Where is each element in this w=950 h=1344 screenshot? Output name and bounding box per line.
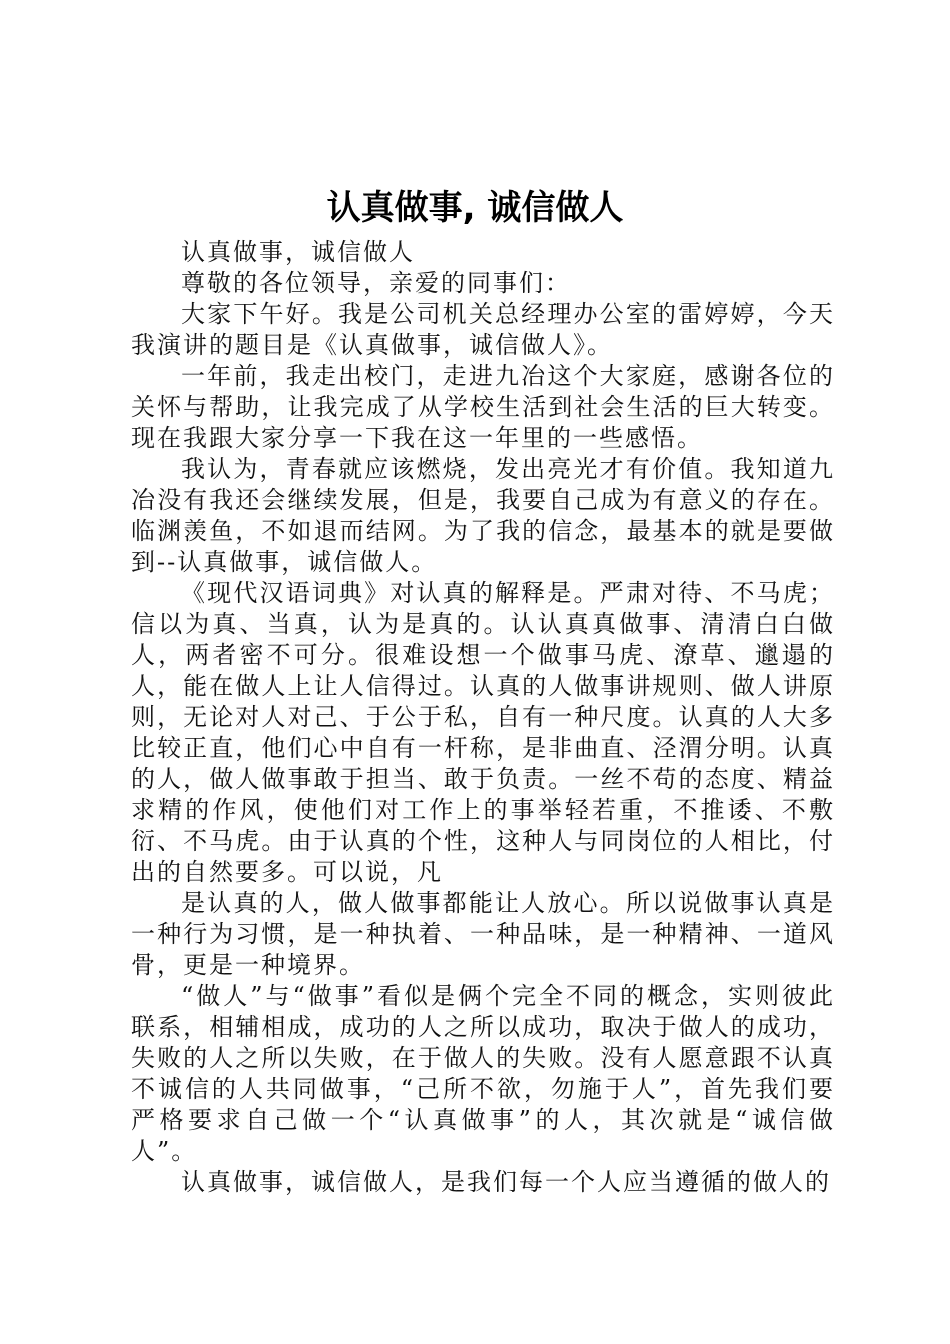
paragraph-salutation: 尊敬的各位领导，亲爱的同事们： xyxy=(181,269,571,297)
document-body xyxy=(131,237,835,1198)
paragraph-conclusion-start: 认真做事，诚信做人，是我们每一个人应当遵循的做人的 xyxy=(181,1168,831,1196)
paragraph-doing-and-being: “做人”与“做事”看似是俩个完全不同的概念，实则彼此联系，相辅相成，成功的人之所以成功，取决于做人的成功，失败的人之所以失败，在于做人的失败。没有人愿意跟不认真不诚信的人共同做事，“己所不欲，勿施于人”，首先我们要严格要求自己做一个“认真做事”的人，其次就是“诚信做人”。 xyxy=(131,982,835,1165)
document-title: 认真做事, 诚信做人 xyxy=(326,188,624,228)
paragraph-one-year-ago: 一年前，我走出校门，走进九冶这个大家庭，感谢各位的关怀与帮助，让我完成了从学校生活到社会生活的巨大转变。现在我跟大家分享一下我在这一年里的一些感悟。 xyxy=(131,362,835,452)
paragraph-dictionary: 《现代汉语词典》对认真的解释是。严肃对待、不马虎；信以为真、当真，认为是真的。认认真真做事、清清白白做人，两者密不可分。很难设想一个做事马虎、潦草、邋遢的人，能在做人上让人信得过。认真的人做事讲规则、做人讲原则，无论对人对己、于公于私，自有一种尺度。认真的人大多比较正直，他们心中自有一杆称，是非曲直、泾渭分明。认真的人，做人做事敢于担当、敢于负责。一丝不苟的态度、精益求精的作风，使他们对工作上的事举轻若重，不推诿、不敷衍、不马虎。由于认真的个性，这种人与同岗位的人相比，付出的自然要多。可以说，凡 xyxy=(131,579,835,886)
paragraph-reassuring: 是认真的人，做人做事都能让人放心。所以说做事认真是一种行为习惯，是一种执着、一种品味，是一种精神、一道风骨，更是一种境界。 xyxy=(131,889,835,979)
paragraph-heading-repeat: 认真做事，诚信做人 xyxy=(181,238,415,266)
paragraph-youth: 我认为，青春就应该燃烧，发出亮光才有价值。我知道九冶没有我还会继续发展，但是，我要自己成为有意义的存在。临渊羡鱼，不如退而结网。为了我的信念，最基本的就是要做到--认真做事，诚信做人。 xyxy=(131,455,835,576)
paragraph-intro: 大家下午好。我是公司机关总经理办公室的雷婷婷，今天我演讲的题目是《认真做事，诚信做人》。 xyxy=(131,300,835,359)
